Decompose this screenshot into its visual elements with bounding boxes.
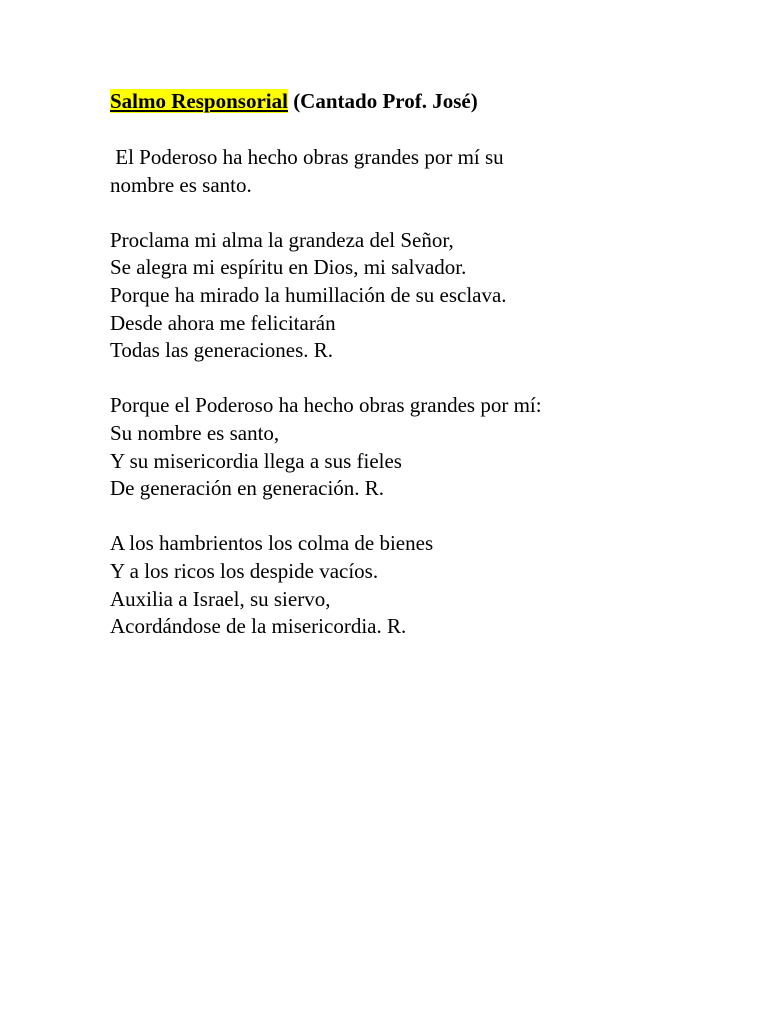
spacer — [110, 116, 730, 144]
stanza-line: Todas las generaciones. R. — [110, 338, 334, 363]
stanza-line: Auxilia a Israel, su siervo, — [110, 586, 331, 611]
psalm-title-subtitle: (Cantado Prof. José) — [287, 89, 478, 113]
spacer — [110, 503, 730, 531]
document-page — [110, 86, 730, 641]
psalm-title — [110, 86, 730, 116]
stanza-3 — [110, 530, 730, 640]
response-line: El Poderoso ha hecho obras grandes por mí su — [110, 145, 504, 169]
stanza-line: Desde ahora me felicitarán — [110, 310, 336, 335]
stanza-line: De generación en generación. R. — [110, 476, 385, 501]
stanza-line: Se alegra mi espíritu en Dios, mi salvador. — [110, 255, 467, 280]
stanza-line: Porque el Poderoso ha hecho obras grandes por mí: — [110, 393, 542, 418]
response-stanza — [110, 144, 730, 199]
spacer — [110, 365, 730, 393]
stanza-line: Porque ha mirado la humillación de su esclava. — [110, 282, 507, 307]
psalm-title-highlighted: Salmo Responsorial — [110, 89, 288, 113]
response-line: nombre es santo. — [110, 172, 252, 197]
stanza-1 — [110, 227, 730, 365]
stanza-line: Acordándose de la misericordia. R. — [110, 614, 407, 639]
stanza-line: Y su misericordia llega a sus fieles — [110, 448, 402, 473]
stanza-line: Y a los ricos los despide vacíos. — [110, 558, 379, 583]
stanza-line: A los hambrientos los colma de bienes — [110, 531, 434, 556]
spacer — [110, 199, 730, 227]
stanza-line: Proclama mi alma la grandeza del Señor, — [110, 227, 454, 252]
stanza-2 — [110, 392, 730, 502]
stanza-line: Su nombre es santo, — [110, 420, 280, 445]
